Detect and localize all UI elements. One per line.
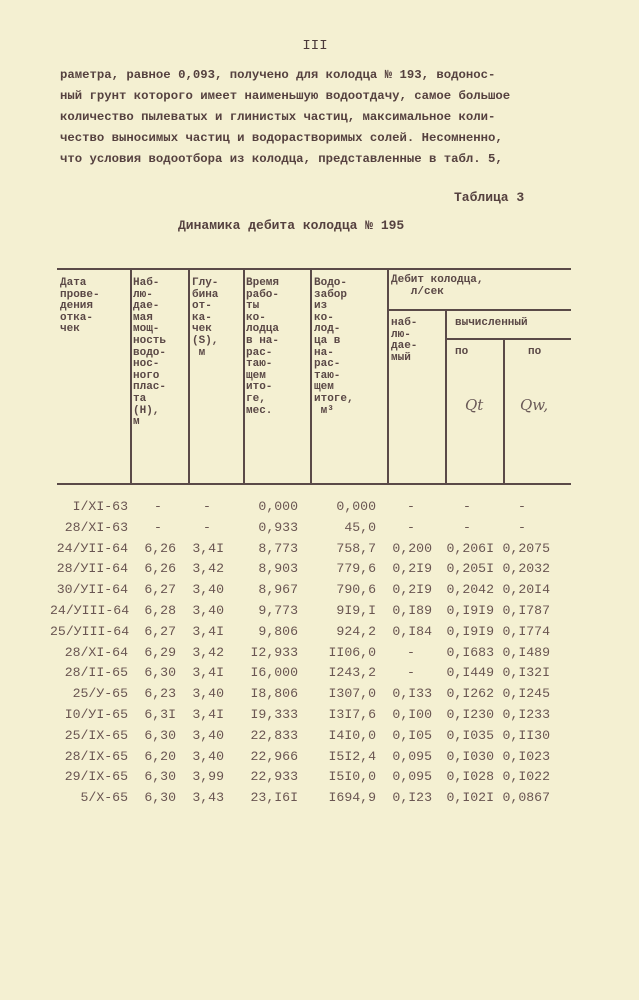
column-divider: [310, 269, 312, 484]
cell-intake: 790,6: [336, 582, 376, 598]
cell-time: 22,966: [250, 748, 298, 764]
column-divider: [188, 269, 190, 484]
cell-intake: 779,6: [336, 561, 376, 577]
cell-thickness: 6,30: [144, 665, 176, 681]
cell-depth: -: [203, 519, 211, 535]
cell-intake: 45,0: [344, 519, 376, 535]
cell-qt: 0,I9I9: [446, 623, 494, 639]
cell-date: 28/II-65: [64, 665, 128, 681]
header-by-qw: по: [528, 346, 542, 358]
cell-observed: 0,2I9: [392, 582, 432, 598]
cell-date: 24/УIII-64: [50, 603, 130, 618]
cell-date: 28/IX-65: [64, 748, 128, 764]
cell-observed: 0,095: [392, 748, 432, 764]
cell-depth: 3,40: [192, 748, 224, 764]
table-row: [0, 790, 639, 810]
cell-qw: 0,0867: [502, 790, 550, 806]
cell-time: 9,806: [258, 623, 298, 639]
cell-intake: I694,9: [328, 790, 376, 806]
header-thickness: Наб- лю- дае- мая мощ- ность водо- нос- ного плас- та (Н), м: [133, 277, 167, 429]
cell-qt: 0,I9I9: [446, 603, 494, 618]
cell-date: I/XI-63: [72, 499, 128, 514]
table-row: [0, 624, 639, 644]
cell-time: 8,773: [258, 540, 298, 556]
header-observed: наб- лю- дае- мый: [391, 317, 418, 364]
header-time: Время рабо- ты ко- лодца в на- рас- таю- щем ито- ге, мес.: [246, 277, 280, 417]
cell-time: 22,833: [250, 727, 298, 743]
cell-intake: I5I0,0: [328, 769, 376, 785]
table-row: [0, 541, 639, 561]
cell-intake: II06,0: [328, 644, 376, 660]
cell-intake: I307,0: [328, 686, 376, 702]
header-calculated: вычисленный: [455, 317, 528, 329]
paragraph-line: ный грунт которого имеет наименьшую водоотдачу, самое большое: [60, 89, 511, 103]
paragraph-line: количество пылеватых и глинистых частиц, максимальное коли-: [60, 110, 496, 124]
cell-qt: 0,I449: [446, 665, 494, 681]
cell-qw: 0,2075: [502, 540, 550, 556]
cell-qt: 0,I683: [446, 644, 494, 660]
cell-time: 22,933: [250, 769, 298, 785]
cell-thickness: 6,26: [144, 561, 176, 577]
header-yield: Дебит колодца, л/сек: [391, 274, 484, 298]
cell-qt: -: [463, 519, 471, 535]
table-label: Таблица 3: [454, 190, 525, 205]
cell-qw: 0,I787: [502, 603, 550, 618]
cell-thickness: 6,29: [144, 644, 176, 660]
cell-time: I6,000: [250, 665, 298, 681]
cell-time: I8,806: [250, 686, 298, 702]
column-divider: [243, 269, 245, 484]
cell-date: 28/XI-64: [64, 644, 128, 660]
header-depth: Глу- бина от- ка- чек (S), м: [192, 277, 219, 359]
cell-date: I0/УI-65: [64, 707, 128, 722]
cell-qt: 0,I028: [446, 769, 494, 785]
cell-observed: 0,I05: [392, 727, 432, 743]
cell-qt: 0,205I: [446, 561, 494, 577]
cell-qt: 0,206I: [446, 540, 494, 556]
paragraph-line: раметра, равное 0,093, получено для колодца № 193, водонос-: [60, 68, 496, 82]
cell-observed: 0,I23: [392, 790, 432, 806]
cell-depth: 3,42: [192, 561, 224, 577]
cell-depth: 3,42: [192, 644, 224, 660]
cell-date: 30/УII-64: [56, 582, 128, 598]
cell-intake: I5I2,4: [328, 748, 376, 764]
cell-intake: 758,7: [336, 540, 376, 556]
cell-intake: I243,2: [328, 665, 376, 681]
cell-thickness: 6,26: [144, 540, 176, 556]
cell-observed: -: [407, 665, 415, 681]
cell-depth: 3,4I: [192, 665, 224, 681]
cell-thickness: 6,27: [144, 623, 176, 639]
table-row: [0, 499, 639, 519]
cell-depth: 3,40: [192, 686, 224, 702]
cell-time: I2,933: [250, 644, 298, 660]
cell-qw: 0,I774: [502, 623, 550, 639]
cell-thickness: 6,30: [144, 727, 176, 743]
cell-thickness: -: [154, 519, 162, 535]
cell-intake: I3I7,6: [328, 707, 376, 722]
cell-observed: -: [407, 519, 415, 535]
table-row: [0, 561, 639, 581]
cell-observed: 0,I00: [392, 707, 432, 722]
symbol-qt: Qt: [465, 396, 484, 414]
table-row: [0, 582, 639, 602]
cell-qt: 0,2042: [446, 582, 494, 598]
cell-observed: 0,2I9: [392, 561, 432, 577]
header-bottom-rule: [57, 483, 571, 485]
cell-qt: -: [463, 499, 471, 514]
cell-date: 29/IX-65: [64, 769, 128, 785]
cell-depth: 3,43: [192, 790, 224, 806]
cell-observed: 0,I33: [392, 686, 432, 702]
cell-date: 28/УII-64: [56, 561, 128, 577]
header-intake: Водо- забор из ко- лод- ца в на- рас- таю- щем итоге, м³: [314, 277, 354, 417]
cell-qw: 0,I022: [502, 769, 550, 785]
cell-qw: 0,II30: [502, 727, 550, 743]
table-top-rule: [57, 268, 571, 270]
cell-qw: 0,I245: [502, 686, 550, 702]
cell-date: 5/X-65: [80, 790, 128, 806]
cell-date: 28/XI-63: [64, 519, 128, 535]
body-paragraph: [60, 65, 580, 170]
cell-qw: -: [518, 519, 526, 535]
cell-intake: 9I9,I: [336, 603, 376, 618]
cell-intake: 924,2: [336, 623, 376, 639]
table-row: [0, 769, 639, 789]
cell-thickness: -: [154, 499, 162, 514]
cell-time: 8,967: [258, 582, 298, 598]
cell-observed: 0,200: [392, 540, 432, 556]
cell-time: I9,333: [250, 707, 298, 722]
table-row: [0, 665, 639, 685]
cell-depth: 3,4I: [192, 540, 224, 556]
cell-thickness: 6,20: [144, 748, 176, 764]
table-row: [0, 686, 639, 706]
symbol-qw: Qw,: [520, 396, 549, 414]
column-divider: [445, 310, 447, 484]
calculated-subheader-rule: [446, 338, 571, 340]
cell-thickness: 6,27: [144, 582, 176, 598]
cell-qt: 0,I02I: [446, 790, 494, 806]
cell-qw: -: [518, 499, 526, 514]
cell-thickness: 6,30: [144, 790, 176, 806]
cell-observed: 0,I89: [392, 603, 432, 618]
cell-time: 8,903: [258, 561, 298, 577]
cell-thickness: 6,3I: [144, 707, 176, 722]
table-row: [0, 520, 639, 540]
cell-intake: 0,000: [336, 499, 376, 514]
table-row: [0, 645, 639, 665]
table-row: [0, 728, 639, 748]
table-title: Динамика дебита колодца № 195: [178, 218, 405, 233]
cell-qw: 0,I489: [502, 644, 550, 660]
cell-depth: 3,4I: [192, 623, 224, 639]
header-date: Дата прове- дения отка- чек: [60, 277, 100, 336]
cell-time: 9,773: [258, 603, 298, 618]
table-row: [0, 603, 639, 623]
cell-qt: 0,I030: [446, 748, 494, 764]
table-row: [0, 749, 639, 769]
cell-observed: -: [407, 499, 415, 514]
cell-depth: -: [203, 499, 211, 514]
cell-observed: -: [407, 644, 415, 660]
cell-qw: 0,I233: [502, 707, 550, 722]
cell-thickness: 6,28: [144, 603, 176, 618]
cell-depth: 3,99: [192, 769, 224, 785]
yield-subheader-rule: [388, 309, 571, 311]
cell-qt: 0,I035: [446, 727, 494, 743]
cell-qw: 0,20I4: [502, 582, 550, 598]
cell-time: 23,I6I: [250, 790, 298, 806]
cell-observed: 0,I84: [392, 623, 432, 639]
table-row: [0, 707, 639, 727]
cell-depth: 3,40: [192, 727, 224, 743]
cell-intake: I4I0,0: [328, 727, 376, 743]
column-divider: [387, 269, 389, 484]
column-divider: [130, 269, 132, 484]
cell-thickness: 6,30: [144, 769, 176, 785]
cell-date: 25/У-65: [72, 686, 128, 702]
cell-qw: 0,I023: [502, 748, 550, 764]
cell-date: 24/УII-64: [56, 540, 128, 556]
cell-depth: 3,4I: [192, 707, 224, 722]
cell-time: 0,933: [258, 519, 298, 535]
cell-qt: 0,I230: [446, 707, 494, 722]
paragraph-line: что условия водоотбора из колодца, представленные в табл. 5,: [60, 152, 503, 166]
cell-depth: 3,40: [192, 582, 224, 598]
cell-observed: 0,095: [392, 769, 432, 785]
cell-depth: 3,40: [192, 603, 224, 618]
column-divider: [503, 339, 505, 484]
header-by-qt: по: [455, 346, 469, 358]
cell-qt: 0,I262: [446, 686, 494, 702]
cell-time: 0,000: [258, 499, 298, 514]
cell-date: 25/IX-65: [64, 727, 128, 743]
paragraph-line: чество выносимых частиц и водорастворимых солей. Несомненно,: [60, 131, 503, 145]
cell-thickness: 6,23: [144, 686, 176, 702]
cell-qw: 0,2032: [502, 561, 550, 577]
page-number: III: [302, 38, 328, 54]
cell-qw: 0,I32I: [502, 665, 550, 681]
cell-date: 25/УIII-64: [50, 623, 130, 639]
